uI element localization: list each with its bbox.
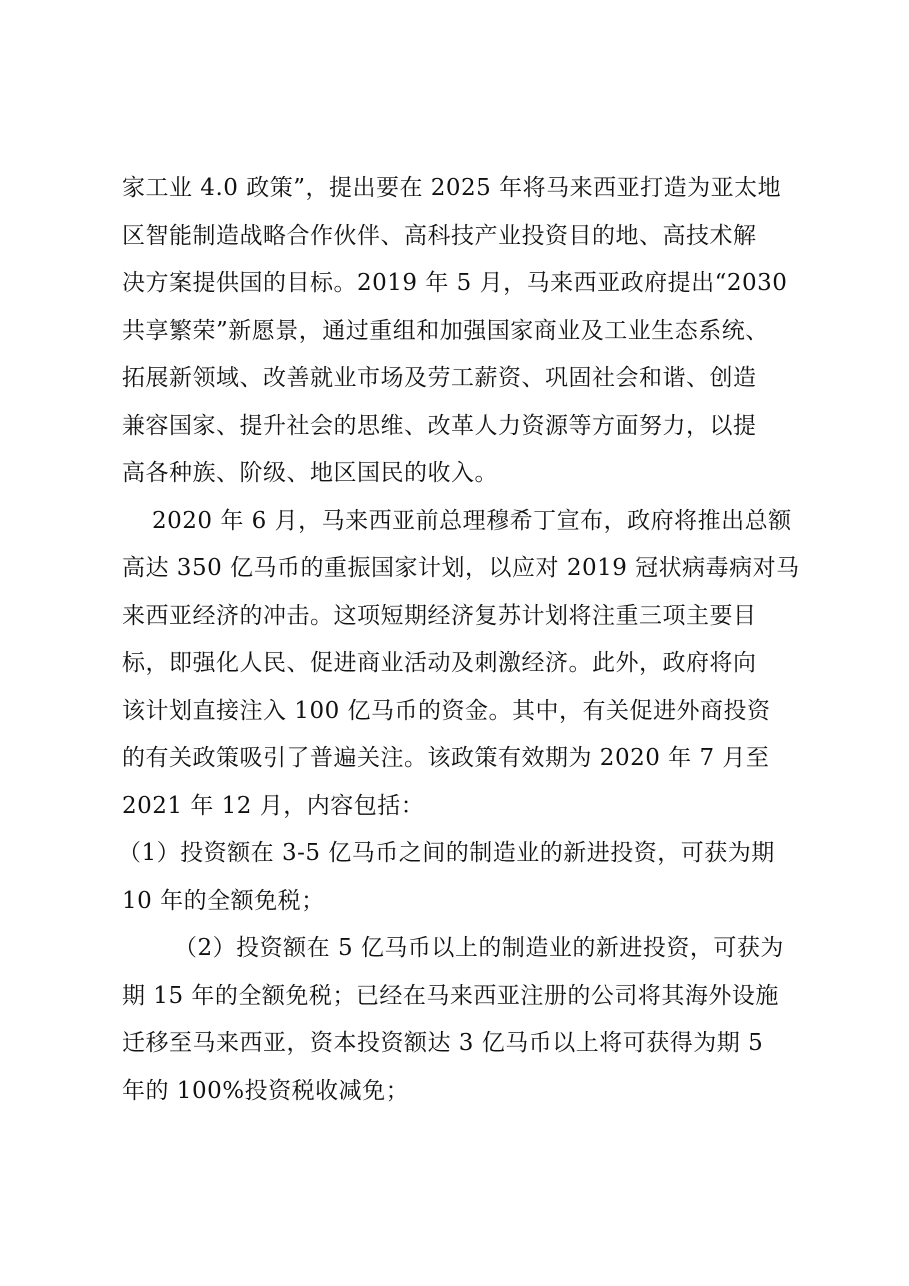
document-body [118, 165, 822, 1115]
list-item-1-line: （1）投资额在 3-5 亿马币之间的制造业的新进投资，可获为期 [118, 840, 775, 866]
text-line: 兼容国家、提升社会的思维、改革人力资源等方面努力，以提 [122, 412, 757, 439]
text-line: 10 年的全额免税； [122, 887, 325, 914]
paragraph-start-line: 2020 年 6 月，马来西亚前总理穆希丁宣布，政府将推出总额 [152, 507, 792, 534]
text-line: 家工业 4.0 政策”，提出要在 2025 年将马来西亚打造为亚太地 [122, 175, 782, 201]
text-line: 年的 100%投资税收减免； [122, 1077, 410, 1104]
text-line: 共享繁荣”新愿景，通过重组和加强国家商业及工业生态系统、 [122, 317, 769, 344]
text-line: 拓展新领域、改善就业市场及劳工薪资、巩固社会和谐、创造 [122, 365, 757, 391]
text-line: 高达 350 亿马币的重振国家计划，以应对 2019 冠状病毒病对马 [122, 555, 800, 581]
text-line: 期 15 年的全额免税；已经在马来西亚注册的公司将其海外设施 [122, 982, 779, 1009]
text-line: 2021 年 12 月，内容包括： [122, 792, 425, 819]
text-line: 来西亚经济的冲击。这项短期经济复苏计划将注重三项主要目 [122, 602, 757, 629]
list-item-2-line: （2）投资额在 5 亿马币以上的制造业的新进投资，可获为 [174, 935, 784, 961]
text-line: 高各种族、阶级、地区国民的收入。 [122, 460, 498, 486]
text-line: 标，即强化人民、促进商业活动及刺激经济。此外，政府将向 [122, 650, 757, 676]
text-line: 的有关政策吸引了普遍关注。该政策有效期为 2020 年 7 月至 [122, 745, 770, 771]
text-line: 该计划直接注入 100 亿马币的资金。其中，有关促进外商投资 [122, 697, 771, 724]
text-line: 迁移至马来西亚，资本投资额达 3 亿马币以上将可获得为期 5 [122, 1030, 764, 1056]
text-line: 决方案提供国的目标。2019 年 5 月，马来西亚政府提出“2030 [122, 270, 788, 296]
text-line: 区智能制造战略合作伙伴、高科技产业投资目的地、高技术解 [122, 222, 757, 249]
